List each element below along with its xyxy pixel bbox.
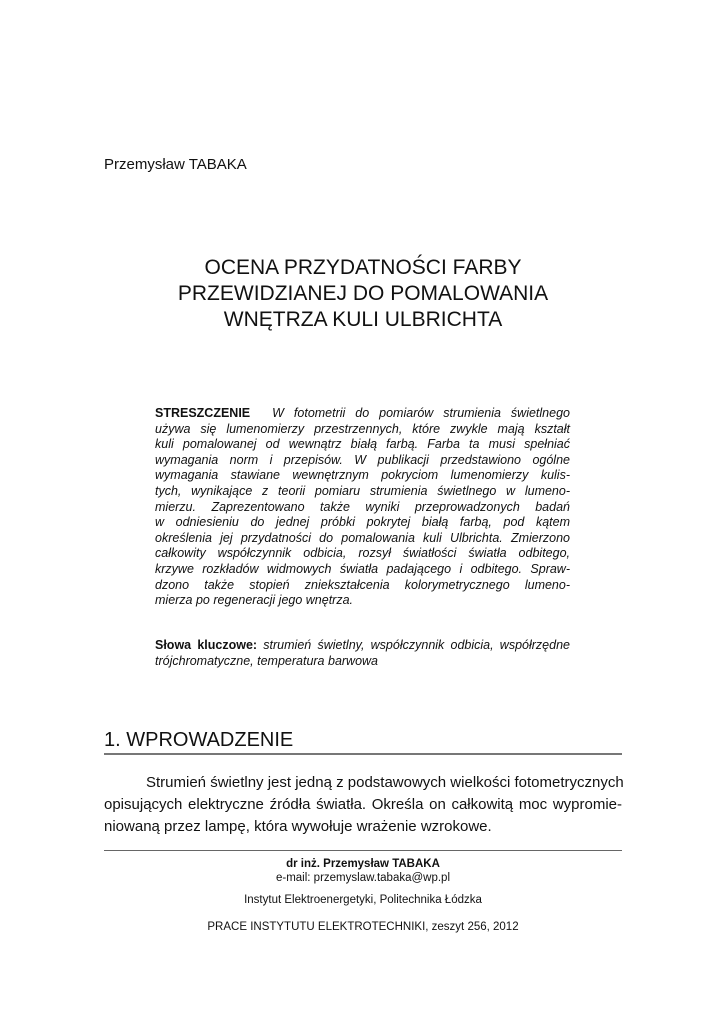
paragraph-line: Strumień świetlny jest jedną z podstawowych wielkości fotometrycznych — [146, 774, 624, 791]
abstract — [155, 406, 570, 609]
abstract-text: W fotometrii do pomiarów strumienia świetlnego — [272, 406, 570, 420]
abstract-label: STRESZCZENIE — [155, 406, 251, 420]
abstract-line: wymagania stawiane wewnętrznym pokryciom lumenomierzy kulis- — [155, 468, 570, 483]
intro-paragraph — [104, 772, 622, 838]
abstract-line — [155, 406, 570, 422]
title-line: WNĘTRZA KULI ULBRICHTA — [223, 308, 503, 331]
abstract-line: kuli pomalowanej od wewnątrz białą farbą. Farba ta musi spełniać — [155, 437, 570, 452]
footer-series: PRACE INSTYTUTU ELEKTROTECHNIKI, zeszyt 256, 2012 — [207, 921, 519, 933]
abstract-line: dzono także stopień zniekształcenia kolorymetrycznego lumeno- — [155, 577, 570, 592]
paper-title — [104, 255, 622, 333]
keywords-line — [155, 638, 570, 654]
abstract-line: całkowity współczynnik odbicia, rozsył światłości światła odbitego, — [155, 546, 570, 561]
abstract-line: mierza po regeneracji jego wnętrza. — [155, 593, 354, 608]
title-line: OCENA PRZYDATNOŚCI FARBY — [204, 256, 522, 279]
keywords-text: strumień świetlny, współczynnik odbicia, współrzędne — [263, 638, 570, 652]
keywords-label: Słowa kluczowe: — [155, 638, 258, 652]
abstract-line: krzywe rozkładów widmowych światła padającego i odbitego. Spraw- — [155, 561, 570, 576]
title-line: PRZEWIDZIANEJ DO POMALOWANIA — [177, 282, 549, 305]
footer-divider — [104, 850, 622, 851]
keywords — [155, 638, 570, 669]
abstract-line: mierzu. Zaprezentowano także wyniki przeprowadzonych badań — [155, 499, 570, 514]
section-heading: 1. WPROWADZENIE — [104, 728, 622, 755]
paragraph-line: niowaną przez lampę, która wywołuje wrażenie wzrokowe. — [104, 818, 492, 835]
footer-institution: Instytut Elektroenergetyki, Politechnika Łódzka — [244, 894, 482, 906]
footer-author: dr inż. Przemysław TABAKA — [286, 858, 440, 870]
abstract-line: określenia jej przydatności do pomalowania kuli Ulbrichta. Zmierzono — [155, 530, 570, 545]
abstract-line: tych, wynikające z teorii pomiaru strumienia świetlnego w lumeno- — [155, 483, 570, 498]
abstract-line: używa się lumenomierzy przestrzennych, które zwykle mają kształt — [155, 421, 570, 436]
footer-email: e-mail: przemyslaw.tabaka@wp.pl — [275, 872, 451, 884]
author-name: Przemysław TABAKA — [104, 156, 247, 173]
paragraph-line: opisujących elektryczne źródła światła. Określa on całkowitą moc wypromie- — [104, 796, 622, 813]
keywords-line: trójchromatyczne, temperatura barwowa — [155, 653, 379, 668]
abstract-line: wymagania norm i przepisów. W publikacji przedstawiono ogólne — [155, 452, 570, 467]
abstract-line: w odniesieniu do jednej próbki pokrytej białą farbą, pod kątem — [155, 515, 570, 530]
